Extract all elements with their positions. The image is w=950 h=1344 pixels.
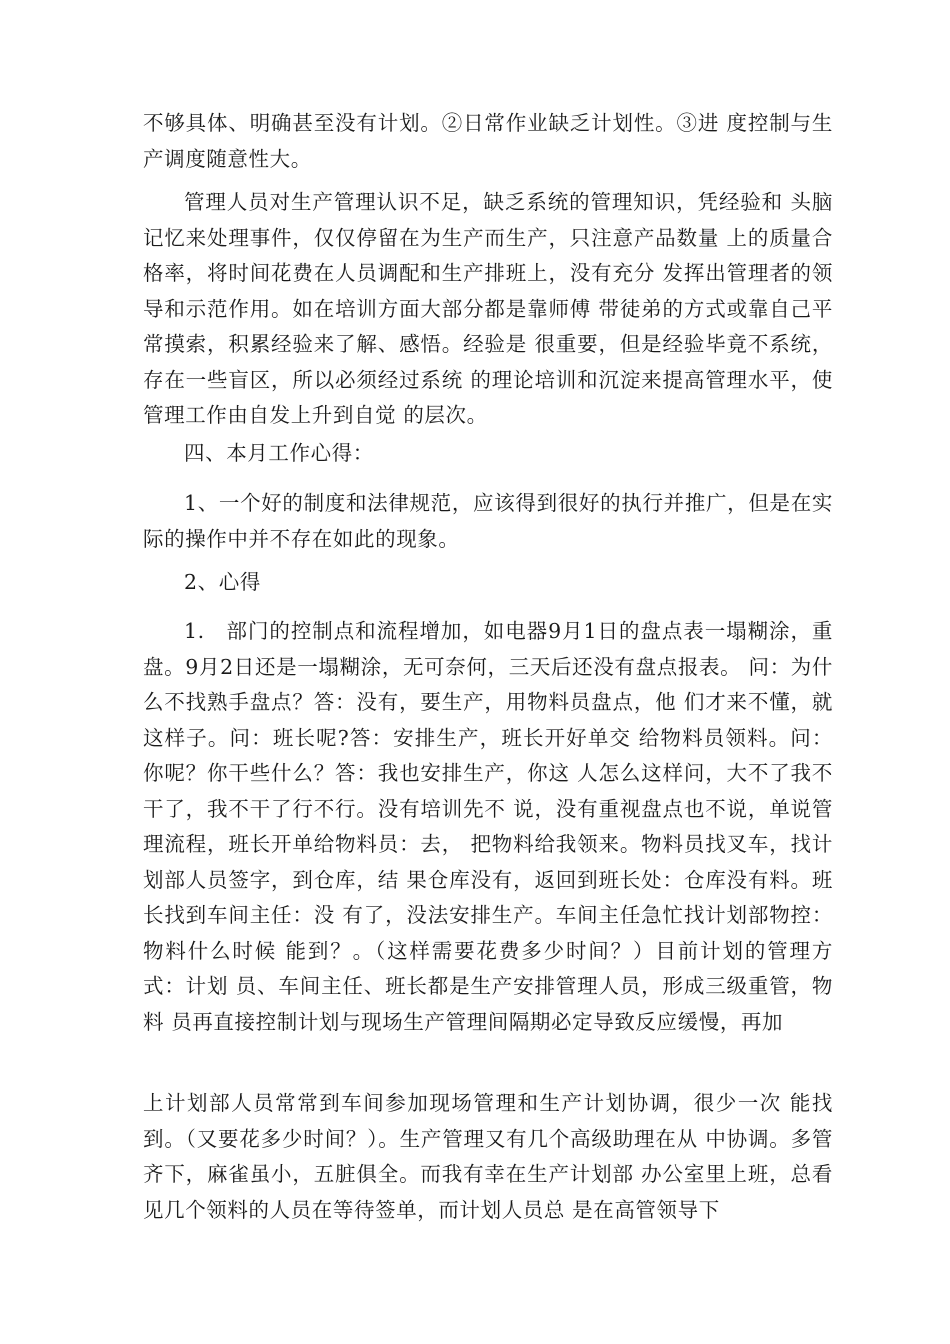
- paragraph-inventory-case: 1. 部门的控制点和流程增加，如电器9月1日的盘点表一塌糊涂，重盘。9月2日还是一塌糊涂，无可奈何，三天后还没有盘点报表。 问：为什么不找熟手盘点？答：没有，要生产，用物料员盘点，他 们才来不懂，就这样子。问：班长呢?答：安排生产，班长开好单交 给物料员领料。问：你呢？你干些什么？答：我也安排生产，你这 人怎么这样问，大不了我不干了，我不干了行不行。没有培训先不 说，没有重视盘点也不说，单说管理流程，班长开单给物料员：去， 把物料给我领来。物料员找叉车，找计划部人员签字，到仓库，结 果仓库没有，返回到班长处：仓库没有料。班长找到车间主任：没 有了，没法安排生产。车间主任急忙找计划部物控：物料什么时候 能到？。（这样需要花费多少时间？）目前计划的管理方式：计划 员、车间主任、班长都是生产安排管理人员，形成三级重管，物料 员再直接控制计划与现场生产管理间隔期必定导致反应缓慢，再加: [143, 619, 833, 1034]
- paragraph-insight-2-heading: 2、心得: [184, 570, 261, 594]
- section-heading-monthly-insights: 四、本月工作心得：: [184, 441, 374, 465]
- paragraph-planning-department: 上计划部人员常常到车间参加现场管理和生产计划协调，很少一次 能找到。（又要花多少时间？）。生产管理又有几个高级助理在从 中协调。多管齐下，麻雀虽小，五脏俱全。而我有幸在生产计划部 办公室里上班，总看见几个领料的人员在等待签单，而计划人员总 是在高管领导下: [143, 1091, 833, 1222]
- paragraph-planning-issues: 不够具体、明确甚至没有计划。②日常作业缺乏计划性。③进 度控制与生产调度随意性大。: [143, 111, 833, 171]
- paragraph-management-awareness: 管理人员对生产管理认识不足，缺乏系统的管理知识，凭经验和 头脑记忆来处理事件，仅仅停留在为生产而生产，只注意产品数量 上的质量合格率，将时间花费在人员调配和生产排班上，没有充分 发挥出管理者的领导和示范作用。如在培训方面大部分都是靠师傅 带徒弟的方式或靠自己平常摸索，积累经验来了解、感悟。经验是 很重要，但是经验毕竟不系统，存在一些盲区，所以必须经过系统 的理论培训和沉淀来提高管理水平，使管理工作由自发上升到自觉 的层次。: [143, 190, 833, 427]
- paragraph-insight-1: 1、一个好的制度和法律规范，应该得到很好的执行并推广，但是在实际的操作中并不存在如此的现象。: [143, 491, 833, 551]
